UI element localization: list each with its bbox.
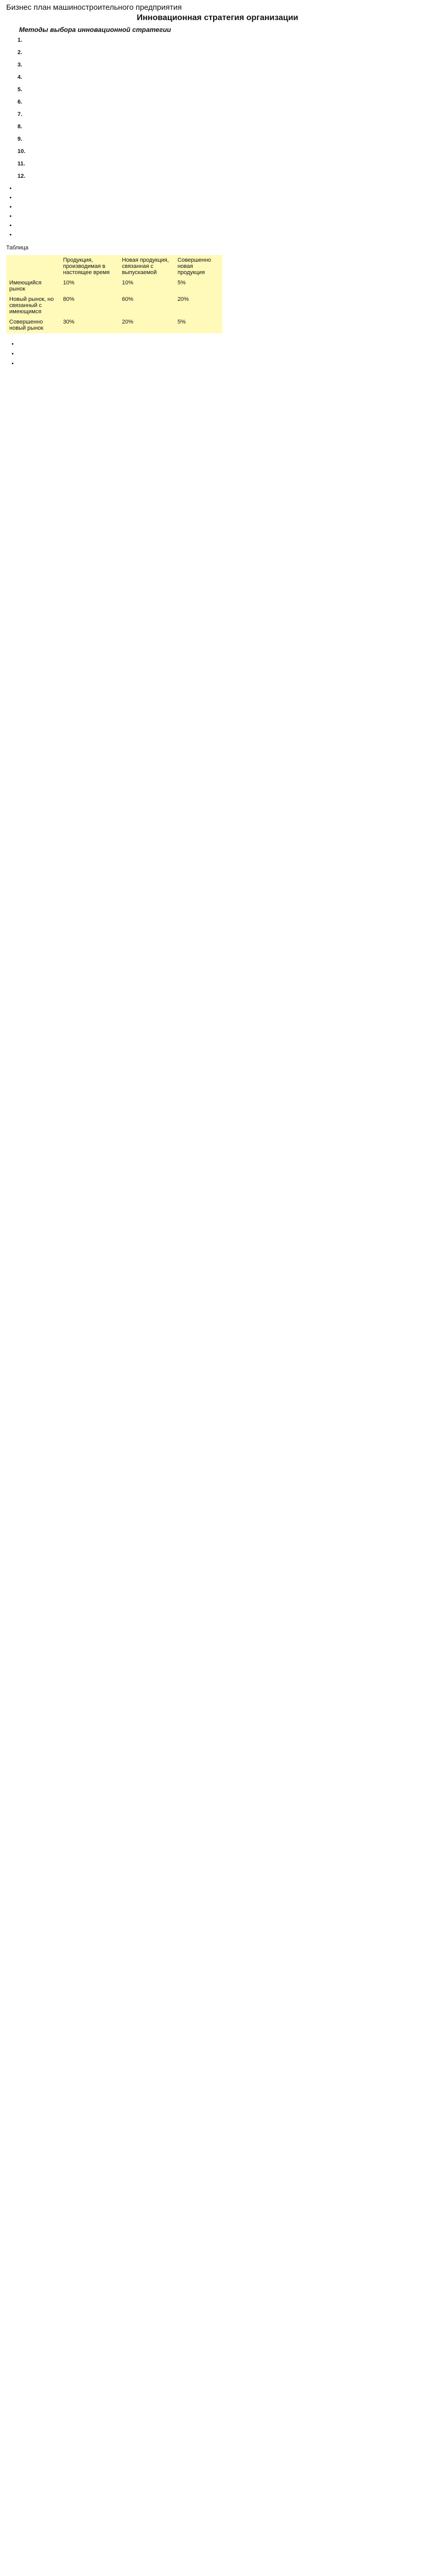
paragraph-8: 8. (18, 124, 23, 130)
subsection-list (16, 185, 429, 239)
paragraph-7: 7. (18, 111, 23, 117)
table-header-cell (6, 255, 60, 278)
paragraph-10: 10. (18, 148, 26, 155)
table-cell: 20% (121, 319, 133, 325)
paragraph-12: 12. (18, 173, 26, 179)
table-header-cell: Совершенно новая продукция (177, 257, 212, 276)
table-cell: Новый рынок, но связанный с имеющимся (9, 296, 54, 315)
table-cell: 10% (121, 280, 133, 286)
subsection-item (16, 213, 429, 221)
table-row (6, 278, 222, 294)
bullet-item (19, 341, 429, 348)
table-row (6, 294, 222, 317)
table-cell: Совершенно новый рынок (9, 319, 44, 331)
table-header-row (6, 255, 222, 278)
paragraph-9: 9. (18, 136, 23, 142)
bullet-item (19, 350, 429, 358)
table-cell: 30% (63, 319, 75, 325)
subsection (6, 185, 429, 239)
table-header-cell: Продукция, производимая в настоящее время (63, 257, 110, 276)
table-cell: 60% (121, 296, 133, 302)
paragraph-6: 6. (18, 99, 23, 105)
paragraph-4: 4. (18, 74, 23, 80)
section-title: Методы выбора инновационной стратегии (19, 26, 171, 33)
bullet-item (19, 360, 429, 368)
subsection-item (16, 194, 429, 202)
table-row (6, 317, 222, 333)
table-cell: Имеющийся рынок (9, 280, 42, 292)
paragraphs (6, 37, 429, 180)
table-cell: 20% (177, 296, 189, 302)
table-caption: Таблица (6, 245, 29, 251)
matrix-table (6, 255, 222, 333)
bullet-list (19, 341, 429, 368)
matrix-table-wrap (6, 244, 429, 333)
paragraph-1: 1. (18, 37, 23, 43)
page-title: Инновационная стратегия организации (136, 13, 299, 22)
subsection-item (16, 231, 429, 239)
subsection-item (16, 204, 429, 211)
table-cell: 80% (63, 296, 75, 302)
table-cell: 5% (177, 319, 186, 325)
paragraph-11: 11. (18, 161, 25, 167)
paragraph-5: 5. (18, 87, 23, 93)
subsection-item (16, 185, 429, 193)
table-cell: 10% (63, 280, 75, 286)
document-top-header: Бизнес план машиностроительного предприятия (6, 3, 182, 12)
paragraph-2: 2. (18, 49, 23, 56)
paragraph-3: 3. (18, 62, 23, 68)
subsection-item (16, 222, 429, 230)
table-header-cell: Новая продукция, связанная с выпускаемой (121, 257, 169, 276)
table-cell: 5% (177, 280, 186, 286)
